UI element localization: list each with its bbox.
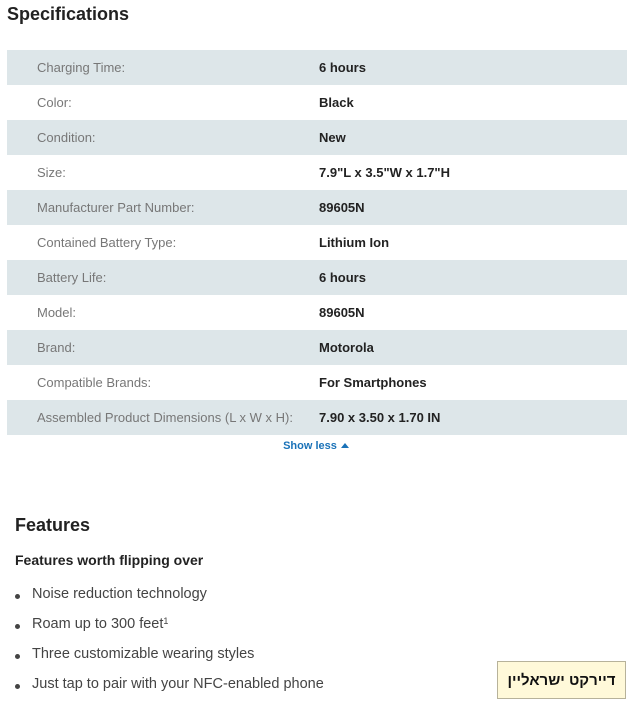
spec-label: Size: (37, 165, 66, 180)
spec-label: Assembled Product Dimensions (L x W x H): (37, 410, 293, 425)
spec-value: 89605N (319, 305, 365, 320)
spec-row (7, 225, 627, 260)
spec-value: Black (319, 95, 354, 110)
footnote-marker[interactable]: 1 (163, 616, 169, 626)
list-item (15, 676, 324, 706)
spec-label: Color: (37, 95, 72, 110)
feature-text: Noise reduction technology (32, 586, 207, 602)
specifications-table (7, 50, 627, 435)
spec-label: Contained Battery Type: (37, 235, 177, 250)
list-item (15, 616, 324, 646)
spec-row (7, 120, 627, 155)
spec-row (7, 85, 627, 120)
bullet-icon (15, 594, 20, 599)
spec-label: Battery Life: (37, 270, 107, 285)
feature-text: Three customizable wearing styles (32, 646, 255, 662)
spec-row (7, 190, 627, 225)
watermark-badge: דיירקט ישראליין (497, 661, 626, 699)
spec-row (7, 400, 627, 435)
spec-value: Lithium Ion (319, 235, 390, 250)
bullet-icon (15, 684, 20, 689)
features-subtitle: Features worth flipping over (15, 552, 204, 568)
feature-text: Just tap to pair with your NFC-enabled phone (32, 676, 324, 692)
spec-label: Brand: (37, 340, 76, 355)
spec-row (7, 295, 627, 330)
spec-row (7, 50, 627, 85)
spec-label: Model: (37, 305, 77, 320)
spec-value: 7.9"L x 3.5"W x 1.7"H (319, 165, 450, 180)
bullet-icon (15, 624, 20, 629)
spec-row (7, 330, 627, 365)
show-less-link[interactable] (0, 440, 632, 452)
spec-value: Motorola (319, 340, 374, 355)
spec-label: Condition: (37, 130, 96, 145)
spec-value: 6 hours (319, 270, 366, 285)
spec-label: Compatible Brands: (37, 375, 152, 390)
spec-label: Manufacturer Part Number: (37, 200, 195, 215)
feature-list (15, 586, 324, 706)
spec-row (7, 155, 627, 190)
spec-value: 6 hours (319, 60, 366, 75)
show-less-label[interactable]: Show less (283, 440, 337, 452)
features-title: Features (15, 515, 91, 535)
spec-label: Charging Time: (37, 60, 126, 75)
specifications-title: Specifications (7, 4, 130, 24)
feature-text: Roam up to 300 feet (32, 616, 164, 632)
spec-value: New (319, 130, 346, 145)
spec-row (7, 260, 627, 295)
bullet-icon (15, 654, 20, 659)
list-item (15, 586, 324, 616)
spec-value: For Smartphones (319, 375, 427, 390)
caret-up-icon[interactable] (341, 443, 349, 448)
spec-value: 7.90 x 3.50 x 1.70 IN (319, 410, 441, 425)
spec-row (7, 365, 627, 400)
list-item (15, 646, 324, 676)
spec-value: 89605N (319, 200, 365, 215)
